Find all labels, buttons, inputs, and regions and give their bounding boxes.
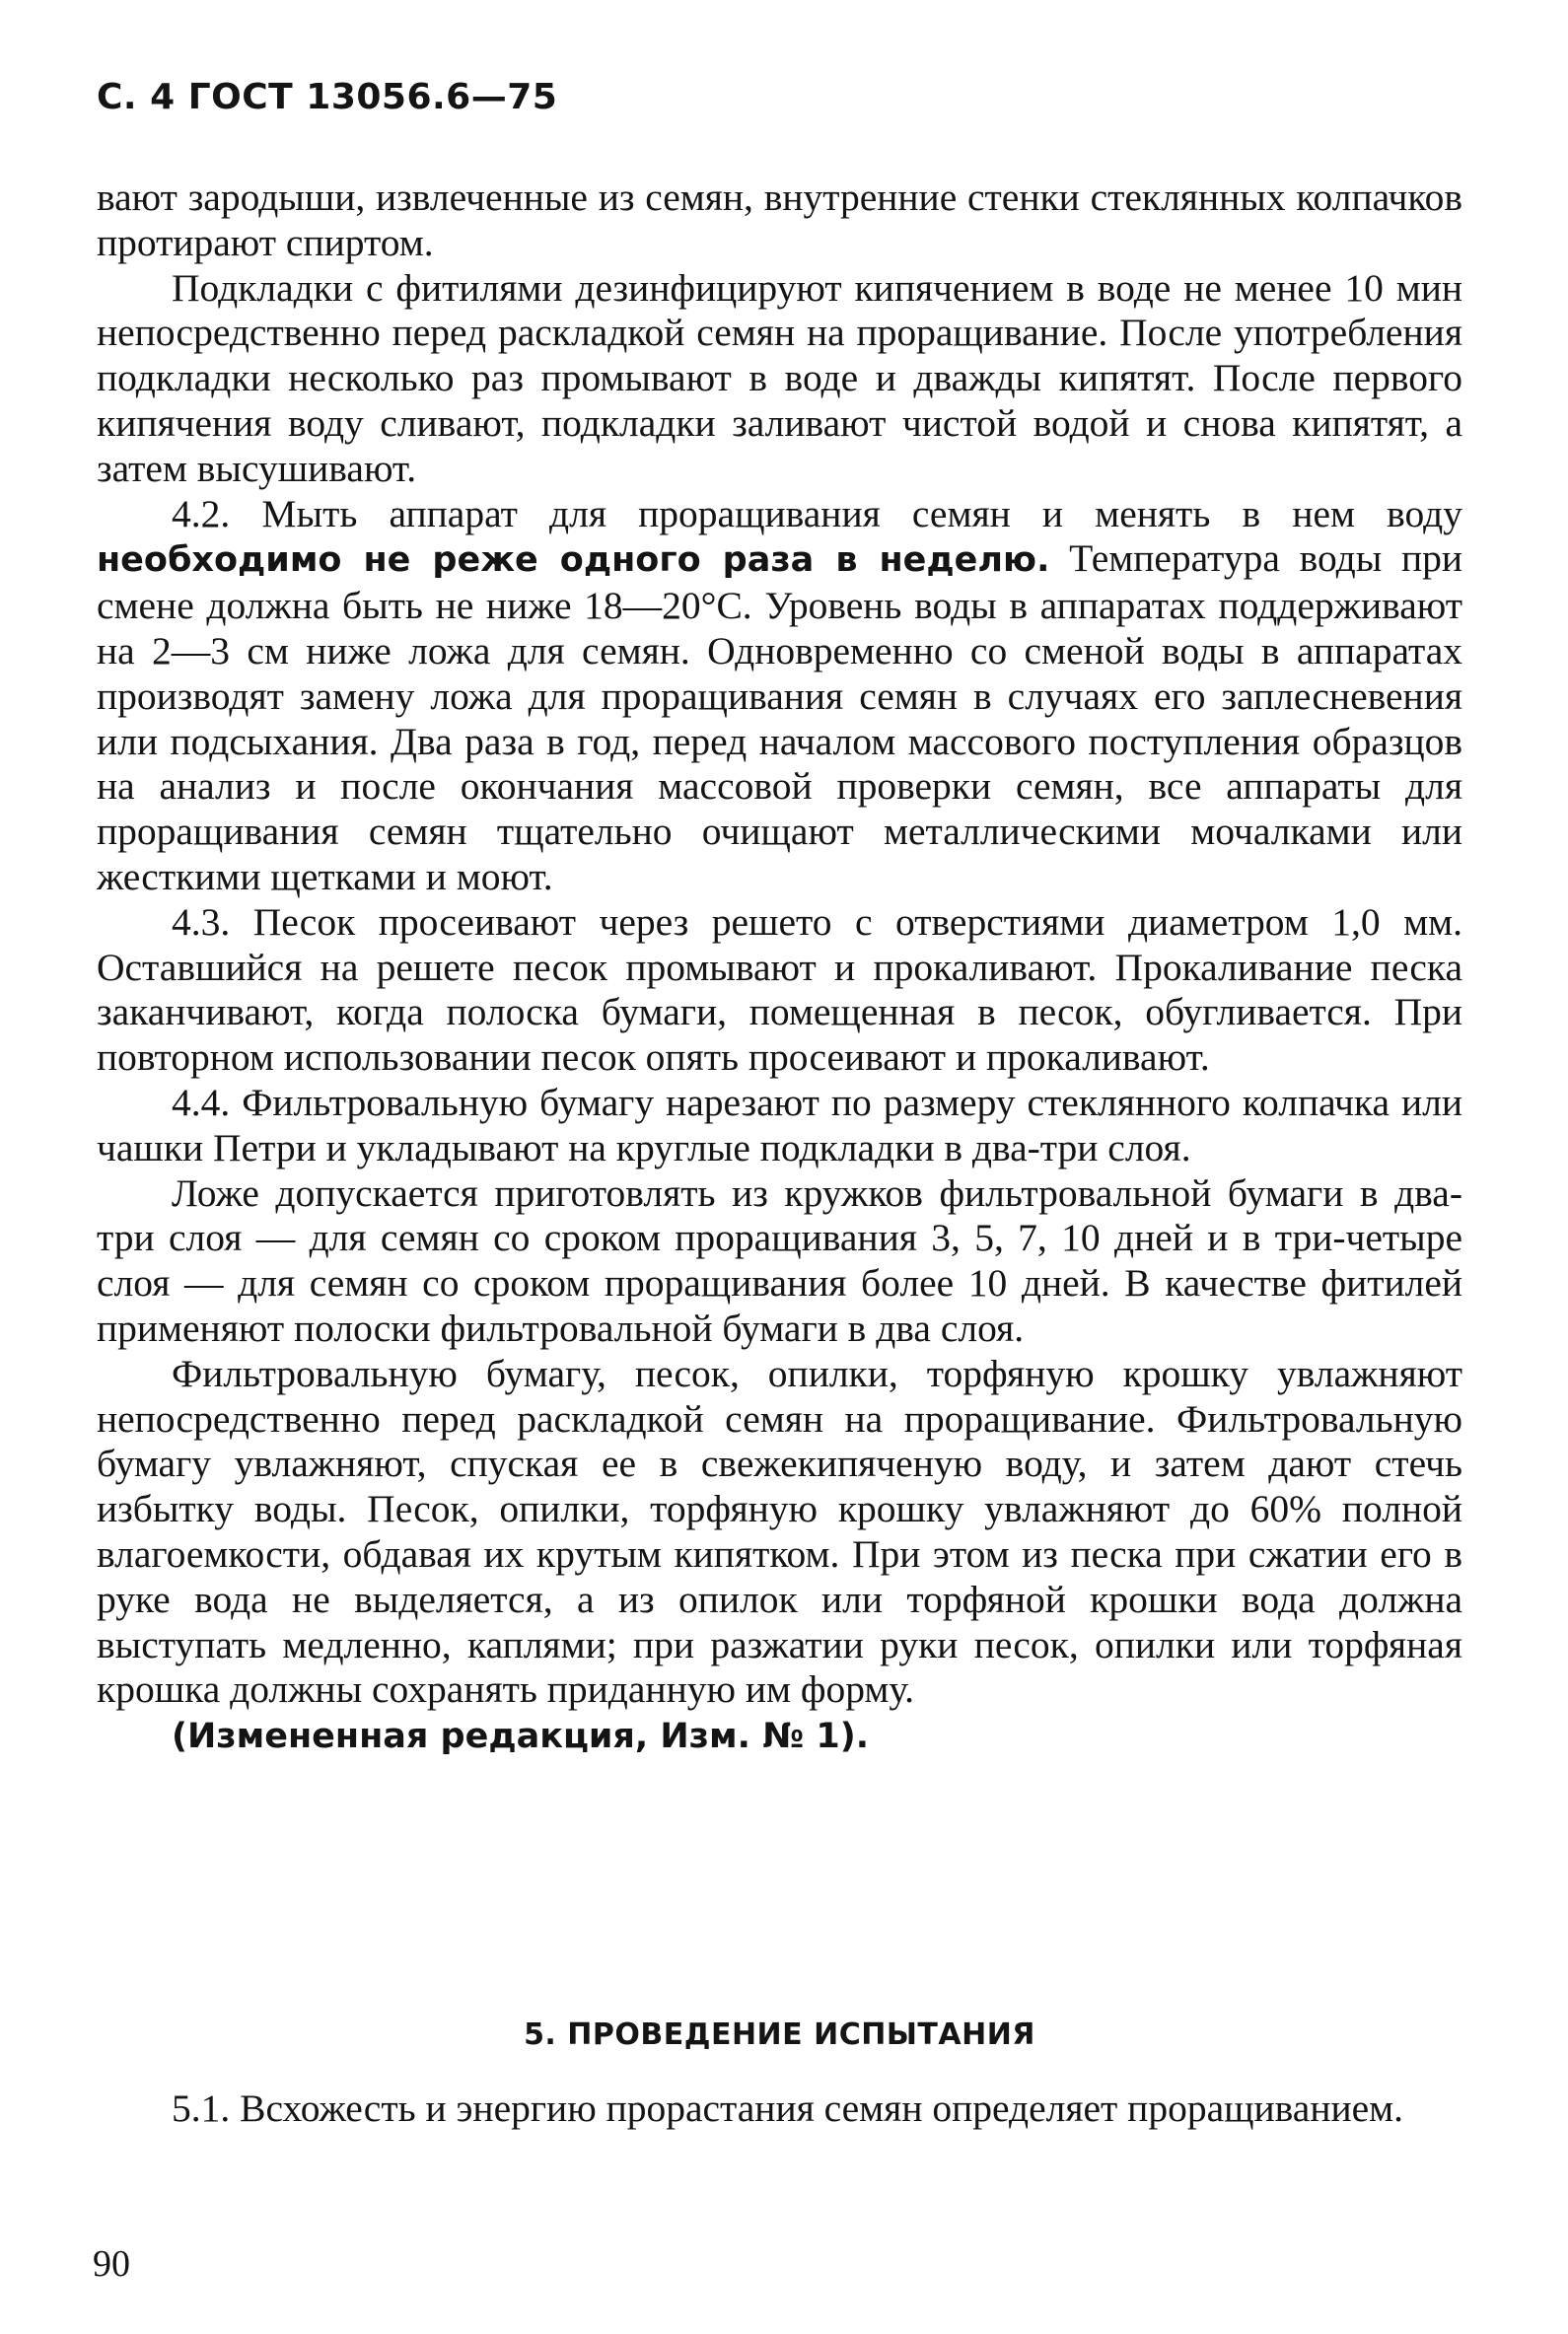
running-head: С. 4 ГОСТ 13056.6—75	[97, 77, 558, 117]
page-number: 90	[93, 2243, 130, 2285]
paragraph-5-1: 5.1. Всхожесть и энергию прорастания семян определяет проращиванием.	[172, 2086, 1403, 2130]
section-5-body	[97, 2086, 1462, 2132]
amendment-note: (Измененная редакция, Изм. № 1).	[172, 1717, 870, 1757]
paragraph-4-4: 4.4. Фильтровальную бумагу нарезают по размеру стеклянного колпачка или чашки Петри и укладывают на круглые подкладки в два-три слоя.	[97, 1080, 1462, 1169]
paragraph-moistening: Фильтровальную бумагу, песок, опилки, торфяную крошку увлажняют непосредственно перед раскладкой семян на проращивание. Фильтровальную бумагу увлажняют, спуская ее в свежекипяченую воду, и затем дают стечь избытку воды. Песок, опилки, торфяную крошку увлажняют до 60% полной влагоемкости, обдавая их крутым кипятком. При этом из песка при сжатии его в руке вода не выделяется, а из опилок или торфяной крошки вода должна выступать медленно, каплями; при разжатии руки песок, опилки или торфяная крошка должны сохранять приданную им форму.	[97, 1351, 1462, 1712]
paragraph-4-2-bold: необходимо не реже одного раза в неделю.	[97, 540, 1050, 581]
paragraph-4-2-end: Температура воды при смене должна быть не ниже 18—20°С. Уровень воды в аппаратах поддерживают на 2—3 см ниже ложа для семян. Одновременно со сменой воды в аппаратах производят замену ложа для проращивания семян в случаях его заплесневения или подсыхания. Два раза в год, перед началом массового поступления образцов на анализ и после окончания массовой проверки семян, все аппараты для проращивания семян тщательно очищают металлическими мочалками или жесткими щетками и моют.	[97, 536, 1463, 898]
section-4-body	[97, 176, 1462, 1760]
section-5-heading: 5. ПРОВЕДЕНИЕ ИСПЫТАНИЯ	[524, 2017, 1035, 2052]
paragraph-bed-preparation: Ложе допускается приготовлять из кружков фильтровальной бумаги в два-три слоя — для семян со сроком проращивания 3, 5, 7, 10 дней и в три-четыре слоя — для семян со сроком проращивания более 10 дней. В качестве фитилей применяют полоски фильтровальной бумаги в два слоя.	[97, 1170, 1462, 1350]
paragraph-wick-disinfection: Подкладки с фитилями дезинфицируют кипячением в воде не менее 10 мин непосредственно перед раскладкой семян на проращивание. После употребления подкладки несколько раз промывают в воде и дважды кипятят. После первого кипячения воду сливают, подкладки заливают чистой водой и снова кипятят, а затем высушивают.	[97, 265, 1462, 490]
paragraph-4-2	[97, 492, 1462, 900]
paragraph-4-2-start: 4.2. Мыть аппарат для проращивания семян и менять в нем воду	[172, 491, 1462, 535]
paragraph-4-3: 4.3. Песок просеивают через решето с отверстиями диаметром 1,0 мм. Оставшийся на решете песок промывают и прокаливают. Прокаливание песка заканчивают, когда полоска бумаги, помещенная в песок, обугливается. При повторном использовании песок опять просеивают и прокаливают.	[97, 899, 1462, 1080]
paragraph-continuation: вают зародыши, извлеченные из семян, внутренние стенки стеклянных колпачков протирают спиртом.	[97, 176, 1462, 264]
